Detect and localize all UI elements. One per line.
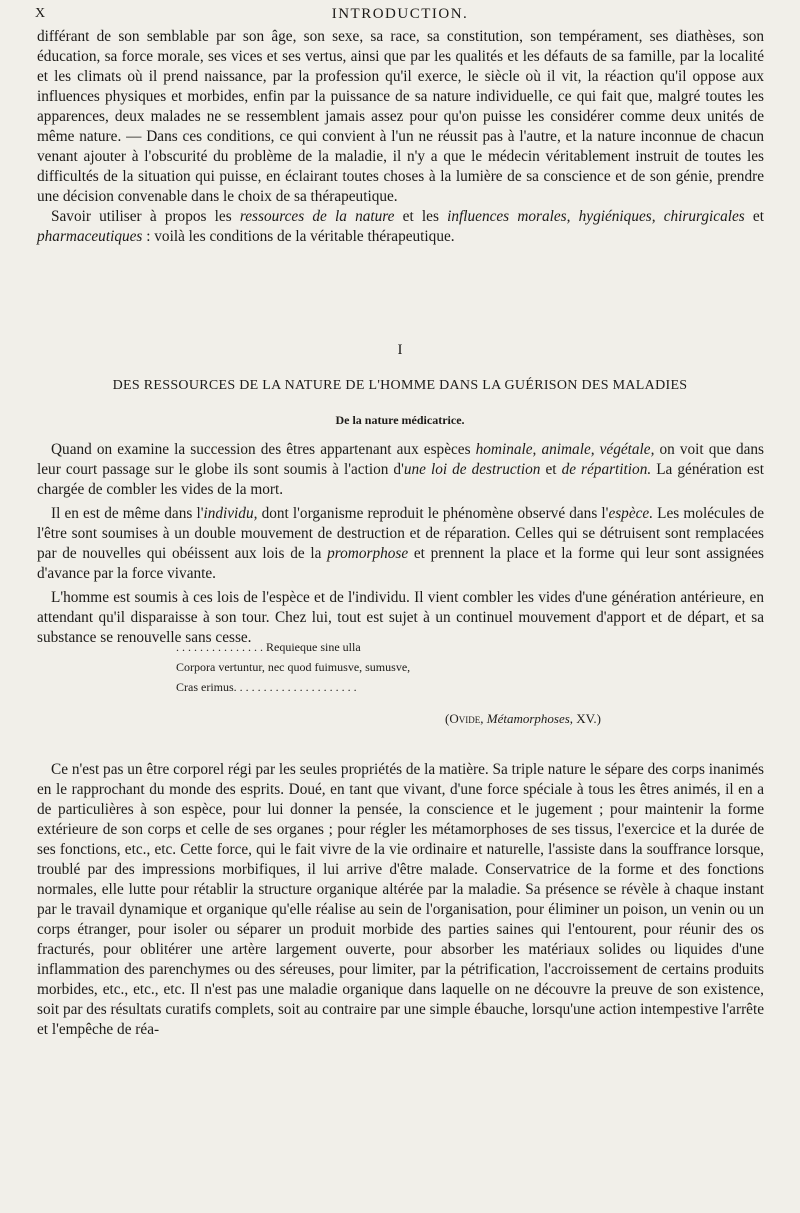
paragraph-homme: L'homme est soumis à ces lois de l'espèce et de l'individu. Il vient combler les vides d'une génération antérieure, en attendant qu'il disparaisse à son tour. Chez lui, tout est sujet à un continuel mouvement d'apport et de départ, et sa substance se renouvelle sans cesse. [37, 589, 764, 646]
paragraph-individu [37, 504, 764, 584]
emphasis: de répartition. [561, 461, 652, 478]
emphasis: individu, [203, 505, 258, 522]
text-run: on voit que dans leur court passage sur le globe ils sont soumis à l'action d' [37, 441, 764, 478]
running-title: INTRODUCTION. [331, 6, 469, 22]
paragraph-intro: différant de son semblable par son âge, son sexe, sa race, sa constitution, son tempérament, ses diathèses, son éducation, sa force morale, ses vices et ses vertus, ainsi que par les qualités et les défauts de sa famille, par la localité et les climats où il prend naissance, par la profession qu'il exerce, le siècle où il vit, la réaction qu'il oppose aux influences physiques et morbides, enfin par la puissance de sa nature individuelle, ce qui fait que, malgré toutes les apparences, deux malades ne se ressemblent jamais assez pour qu'on puisse les considérer comme deux unités de même nature. — Dans ces conditions, ce qui convient à l'un ne réussit pas à l'autre, et la nature inconnue de chacun venant ajouter à l'obscurité du problème de la maladie, il n'y a que le médecin véritablement instruit de toutes les difficultés de la situation qui puisse, en éclairant toutes choses à la lumière de sa conscience et de son génie, prendre une décision convenable dans le choix de sa thérapeutique. [37, 28, 764, 205]
section-number: I [397, 342, 403, 358]
text-run: et [744, 208, 764, 225]
emphasis: une loi de destruction [403, 461, 541, 478]
opening-text [37, 27, 764, 247]
quote-citation [445, 711, 601, 727]
text-run: dont l'organisme reproduit le phénomène observé dans l' [257, 505, 609, 522]
emphasis: promorphose [327, 545, 409, 562]
text-run: La génération est chargée de combler les vides de la mort. [37, 461, 764, 498]
text-run: et [540, 461, 562, 478]
section-title: DES RESSOURCES DE LA NATURE DE L'HOMME DANS LA GUÉRISON DES MALADIES [112, 378, 688, 393]
quote-line: Cras erimus. . . . . . . . . . . . . . . . . . . . . [176, 680, 357, 694]
emphasis: influences morales, hygiéniques, chirurgicales [447, 208, 745, 225]
text-run: Savoir utiliser à propos les [51, 208, 240, 225]
emphasis: pharmaceutiques [37, 228, 143, 245]
paragraph-succession [37, 440, 764, 500]
emphasis: ressources de la nature [239, 208, 395, 225]
citation-sep: , [480, 711, 487, 726]
quote-line: Corpora vertuntur, nec quod fuimusve, sumusve, [176, 660, 411, 674]
text-run: : voilà les conditions de la véritable thérapeutique. [142, 228, 455, 245]
closing-text [37, 760, 764, 1040]
latin-quote [176, 637, 676, 697]
citation-rest: , XV.) [569, 711, 601, 726]
emphasis: espèce. [608, 505, 654, 522]
quote-line: . . . . . . . . . . . . . . . Requieque sine ulla [176, 640, 361, 654]
paragraph-resources [37, 207, 764, 247]
emphasis: hominale, animale, végétale, [475, 441, 655, 458]
citation-open: ( [445, 711, 450, 726]
subheading: De la nature médicatrice. [335, 413, 465, 427]
text-run: Quand on examine la succession des êtres appartenant aux espèces [51, 441, 476, 458]
text-run: Il en est de même dans l' [51, 505, 204, 522]
paragraph-final: Ce n'est pas un être corporel régi par les seules propriétés de la matière. Sa triple nature le sépare des corps inanimés en le rapprochant du monde des esprits. Doué, en tant que vivant, d'une force spéciale à tous les êtres animés, il en a de particulières à son espèce, pour lui donner la pensée, la conscience et le jugement ; pour maintenir la forme extérieure de son corps et celle de ses organes ; pour régler les métamorphoses de ses tissus, l'exercice et la durée de ses fonctions, etc., etc. Cette force, qui le fait vivre de la vie ordinaire et naturelle, l'assiste dans la souffrance lorsque, troublé par des impressions morbifiques, il lui arrive d'être malade. Conservatrice de la forme et des fonctions normales, elle lutte pour rétablir la structure organique altérée par la maladie. Sa présence se révèle à chaque instant par le travail dynamique et organique qu'elle réalise au sein de l'organisation, pour éliminer un poison, un venin ou un corps étranger, pour isoler ou séparer un produit morbide des parties saines qui l'entourent, pour réunir des os fracturés, pour oblitérer une artère largement ouverte, pour absorber les matériaux solides ou liquides d'une inflammation des parenchymes ou des séreuses, pour limiter, par la pétrification, l'accroissement de certains produits morbides, etc., etc., etc. Il n'est pas une maladie organique dans laquelle on ne découvre la preuve de son existence, soit par des résultats curatifs complets, soit au contraire par une simple ébauche, lorsqu'une action intempestive l'arrête et l'empêche de réa- [37, 761, 764, 1038]
text-run: et les [394, 208, 448, 225]
page-number: X [35, 6, 46, 21]
section-body [37, 440, 764, 652]
citation-work: Métamorphoses [486, 711, 570, 726]
citation-author: Ovide [449, 711, 481, 726]
running-head [0, 6, 800, 26]
text-run: et prennent la place et la forme qui leur sont assignées d'avance par la force vivante. [37, 545, 764, 582]
text-run: Les molécules de l'être sont soumises à un double mouvement de destruction et de réparation. Celles qui se détruisent sont remplacées par de nouvelles qui obéissent aux lois de la [37, 505, 764, 562]
